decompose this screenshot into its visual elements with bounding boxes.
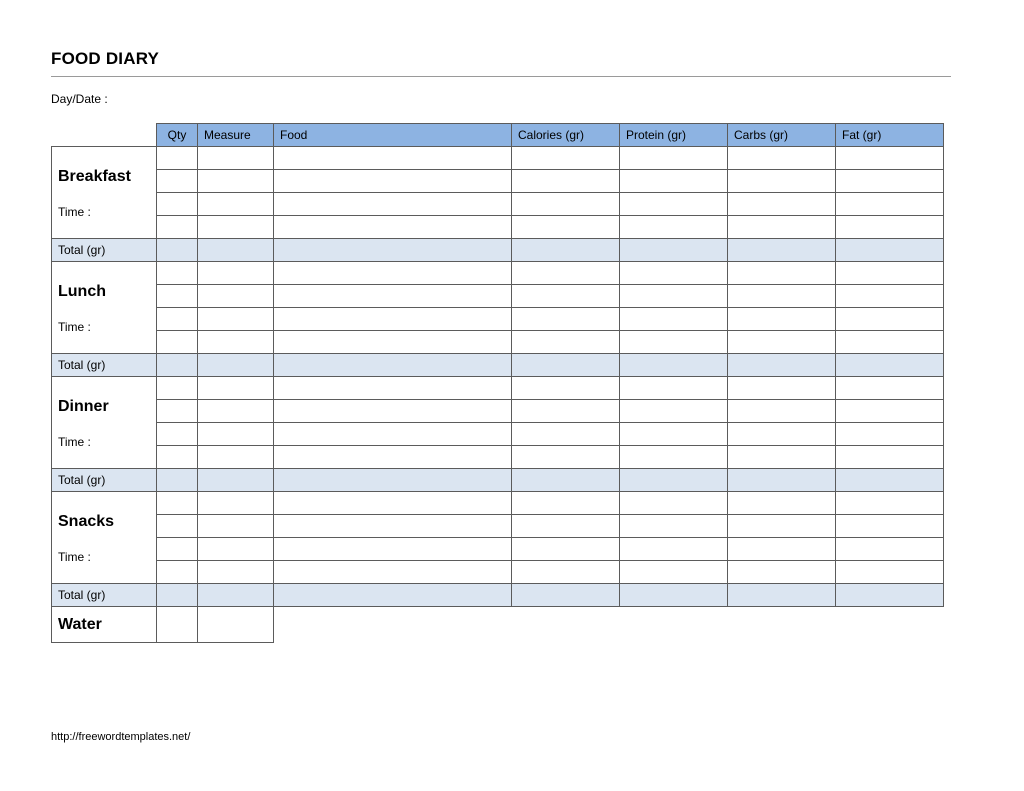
measure-cell[interactable] xyxy=(198,492,274,515)
total-row xyxy=(52,469,944,492)
qty-cell[interactable] xyxy=(157,262,198,285)
calories-cell[interactable] xyxy=(512,216,620,239)
protein-cell[interactable] xyxy=(620,446,728,469)
measure-cell[interactable] xyxy=(198,400,274,423)
water-row xyxy=(52,607,944,643)
food-cell[interactable] xyxy=(274,193,512,216)
title-divider xyxy=(51,76,951,77)
total-qty-cell[interactable] xyxy=(157,584,198,607)
total-carbs-cell[interactable] xyxy=(728,239,836,262)
qty-cell[interactable] xyxy=(157,561,198,584)
food-cell[interactable] xyxy=(274,285,512,308)
fat-cell[interactable] xyxy=(836,331,944,354)
qty-cell[interactable] xyxy=(157,331,198,354)
calories-cell[interactable] xyxy=(512,331,620,354)
total-food-cell[interactable] xyxy=(274,584,512,607)
total-food-cell[interactable] xyxy=(274,354,512,377)
meal-time-label: Time : xyxy=(58,320,91,334)
fat-cell[interactable] xyxy=(836,492,944,515)
qty-cell[interactable] xyxy=(157,285,198,308)
fat-cell[interactable] xyxy=(836,262,944,285)
carbs-cell[interactable] xyxy=(728,515,836,538)
header-corner xyxy=(52,124,157,147)
meal-entry-row xyxy=(52,515,944,538)
carbs-cell[interactable] xyxy=(728,193,836,216)
total-qty-cell[interactable] xyxy=(157,239,198,262)
meal-entry-row xyxy=(52,285,944,308)
meal-name: Dinner xyxy=(58,398,109,415)
carbs-cell[interactable] xyxy=(728,377,836,400)
protein-cell[interactable] xyxy=(620,377,728,400)
calories-cell[interactable] xyxy=(512,446,620,469)
fat-cell[interactable] xyxy=(836,193,944,216)
fat-cell[interactable] xyxy=(836,561,944,584)
qty-cell[interactable] xyxy=(157,423,198,446)
qty-cell[interactable] xyxy=(157,400,198,423)
water-label: Water xyxy=(58,615,102,633)
footer-url[interactable]: http://freewordtemplates.net/ xyxy=(51,731,191,743)
meal-time-label: Time : xyxy=(58,550,91,564)
food-cell[interactable] xyxy=(274,170,512,193)
measure-cell[interactable] xyxy=(198,446,274,469)
calories-cell[interactable] xyxy=(512,492,620,515)
fat-cell[interactable] xyxy=(836,446,944,469)
protein-cell[interactable] xyxy=(620,423,728,446)
calories-cell[interactable] xyxy=(512,423,620,446)
total-row xyxy=(52,354,944,377)
measure-cell[interactable] xyxy=(198,193,274,216)
meal-label-cell xyxy=(52,147,157,239)
column-header-measure: Measure xyxy=(198,124,274,147)
meal-entry-row xyxy=(52,170,944,193)
food-cell[interactable] xyxy=(274,308,512,331)
protein-cell[interactable] xyxy=(620,285,728,308)
meal-entry-row xyxy=(52,446,944,469)
column-header-protein: Protein (gr) xyxy=(620,124,728,147)
total-fat-cell[interactable] xyxy=(836,584,944,607)
food-cell[interactable] xyxy=(274,538,512,561)
fat-cell[interactable] xyxy=(836,377,944,400)
carbs-cell[interactable] xyxy=(728,262,836,285)
measure-cell[interactable] xyxy=(198,331,274,354)
meal-name: Lunch xyxy=(58,283,106,300)
meal-entry-row xyxy=(52,400,944,423)
total-protein-cell[interactable] xyxy=(620,354,728,377)
protein-cell[interactable] xyxy=(620,170,728,193)
measure-cell[interactable] xyxy=(198,285,274,308)
meal-entry-row xyxy=(52,308,944,331)
total-protein-cell[interactable] xyxy=(620,239,728,262)
calories-cell[interactable] xyxy=(512,538,620,561)
day-date-label: Day/Date : xyxy=(51,92,108,106)
calories-cell[interactable] xyxy=(512,262,620,285)
carbs-cell[interactable] xyxy=(728,423,836,446)
food-diary-table xyxy=(51,123,944,643)
protein-cell[interactable] xyxy=(620,400,728,423)
total-measure-cell[interactable] xyxy=(198,469,274,492)
total-carbs-cell[interactable] xyxy=(728,354,836,377)
fat-cell[interactable] xyxy=(836,170,944,193)
total-measure-cell[interactable] xyxy=(198,354,274,377)
measure-cell[interactable] xyxy=(198,170,274,193)
total-label: Total (gr) xyxy=(52,354,157,377)
total-fat-cell[interactable] xyxy=(836,239,944,262)
carbs-cell[interactable] xyxy=(728,147,836,170)
protein-cell[interactable] xyxy=(620,147,728,170)
protein-cell[interactable] xyxy=(620,262,728,285)
meal-label-cell xyxy=(52,377,157,469)
food-cell[interactable] xyxy=(274,423,512,446)
qty-cell[interactable] xyxy=(157,377,198,400)
total-qty-cell[interactable] xyxy=(157,354,198,377)
food-cell[interactable] xyxy=(274,492,512,515)
fat-cell[interactable] xyxy=(836,216,944,239)
calories-cell[interactable] xyxy=(512,561,620,584)
measure-cell[interactable] xyxy=(198,538,274,561)
calories-cell[interactable] xyxy=(512,170,620,193)
fat-cell[interactable] xyxy=(836,285,944,308)
diary-body xyxy=(52,147,944,643)
meal-label-cell xyxy=(52,492,157,584)
water-qty-cell[interactable] xyxy=(157,607,198,643)
carbs-cell[interactable] xyxy=(728,538,836,561)
protein-cell[interactable] xyxy=(620,492,728,515)
qty-cell[interactable] xyxy=(157,515,198,538)
food-cell[interactable] xyxy=(274,262,512,285)
total-carbs-cell[interactable] xyxy=(728,469,836,492)
meal-time-label: Time : xyxy=(58,205,91,219)
protein-cell[interactable] xyxy=(620,538,728,561)
food-cell[interactable] xyxy=(274,216,512,239)
calories-cell[interactable] xyxy=(512,285,620,308)
food-cell[interactable] xyxy=(274,561,512,584)
total-label: Total (gr) xyxy=(52,469,157,492)
total-row xyxy=(52,239,944,262)
total-food-cell[interactable] xyxy=(274,469,512,492)
measure-cell[interactable] xyxy=(198,147,274,170)
food-cell[interactable] xyxy=(274,147,512,170)
total-carbs-cell[interactable] xyxy=(728,584,836,607)
water-label-cell xyxy=(52,607,157,643)
protein-cell[interactable] xyxy=(620,331,728,354)
food-cell[interactable] xyxy=(274,515,512,538)
measure-cell[interactable] xyxy=(198,308,274,331)
carbs-cell[interactable] xyxy=(728,400,836,423)
total-food-cell[interactable] xyxy=(274,239,512,262)
total-calories-cell[interactable] xyxy=(512,239,620,262)
measure-cell[interactable] xyxy=(198,515,274,538)
qty-cell[interactable] xyxy=(157,170,198,193)
measure-cell[interactable] xyxy=(198,262,274,285)
calories-cell[interactable] xyxy=(512,377,620,400)
food-cell[interactable] xyxy=(274,400,512,423)
meal-label-cell xyxy=(52,262,157,354)
column-header-qty: Qty xyxy=(157,124,198,147)
carbs-cell[interactable] xyxy=(728,492,836,515)
total-label: Total (gr) xyxy=(52,239,157,262)
food-cell[interactable] xyxy=(274,446,512,469)
meal-entry-row xyxy=(52,377,944,400)
total-calories-cell[interactable] xyxy=(512,354,620,377)
fat-cell[interactable] xyxy=(836,400,944,423)
meal-entry-row xyxy=(52,331,944,354)
fat-cell[interactable] xyxy=(836,308,944,331)
protein-cell[interactable] xyxy=(620,308,728,331)
measure-cell[interactable] xyxy=(198,423,274,446)
total-calories-cell[interactable] xyxy=(512,584,620,607)
food-cell[interactable] xyxy=(274,331,512,354)
measure-cell[interactable] xyxy=(198,216,274,239)
fat-cell[interactable] xyxy=(836,538,944,561)
total-measure-cell[interactable] xyxy=(198,584,274,607)
column-header-food: Food xyxy=(274,124,512,147)
qty-cell[interactable] xyxy=(157,446,198,469)
water-measure-cell[interactable] xyxy=(198,607,274,643)
meal-entry-row xyxy=(52,561,944,584)
meal-name: Breakfast xyxy=(58,168,131,185)
calories-cell[interactable] xyxy=(512,515,620,538)
qty-cell[interactable] xyxy=(157,216,198,239)
total-label: Total (gr) xyxy=(52,584,157,607)
meal-entry-row xyxy=(52,492,944,515)
qty-cell[interactable] xyxy=(157,147,198,170)
meal-name: Snacks xyxy=(58,513,115,530)
carbs-cell[interactable] xyxy=(728,308,836,331)
meal-entry-row xyxy=(52,193,944,216)
protein-cell[interactable] xyxy=(620,561,728,584)
carbs-cell[interactable] xyxy=(728,446,836,469)
calories-cell[interactable] xyxy=(512,400,620,423)
qty-cell[interactable] xyxy=(157,193,198,216)
carbs-cell[interactable] xyxy=(728,561,836,584)
fat-cell[interactable] xyxy=(836,515,944,538)
carbs-cell[interactable] xyxy=(728,285,836,308)
meal-entry-row xyxy=(52,262,944,285)
measure-cell[interactable] xyxy=(198,561,274,584)
protein-cell[interactable] xyxy=(620,515,728,538)
carbs-cell[interactable] xyxy=(728,331,836,354)
meal-entry-row xyxy=(52,423,944,446)
meal-entry-row xyxy=(52,538,944,561)
total-qty-cell[interactable] xyxy=(157,469,198,492)
calories-cell[interactable] xyxy=(512,147,620,170)
total-protein-cell[interactable] xyxy=(620,584,728,607)
total-calories-cell[interactable] xyxy=(512,469,620,492)
column-header-carbs: Carbs (gr) xyxy=(728,124,836,147)
total-fat-cell[interactable] xyxy=(836,469,944,492)
column-header-fat: Fat (gr) xyxy=(836,124,944,147)
total-protein-cell[interactable] xyxy=(620,469,728,492)
page-title: FOOD DIARY xyxy=(51,49,160,68)
fat-cell[interactable] xyxy=(836,423,944,446)
qty-cell[interactable] xyxy=(157,538,198,561)
carbs-cell[interactable] xyxy=(728,216,836,239)
header-row xyxy=(52,124,944,147)
meal-entry-row xyxy=(52,216,944,239)
food-cell[interactable] xyxy=(274,377,512,400)
meal-entry-row xyxy=(52,147,944,170)
carbs-cell[interactable] xyxy=(728,170,836,193)
total-fat-cell[interactable] xyxy=(836,354,944,377)
calories-cell[interactable] xyxy=(512,308,620,331)
qty-cell[interactable] xyxy=(157,492,198,515)
calories-cell[interactable] xyxy=(512,193,620,216)
total-measure-cell[interactable] xyxy=(198,239,274,262)
fat-cell[interactable] xyxy=(836,147,944,170)
meal-time-label: Time : xyxy=(58,435,91,449)
protein-cell[interactable] xyxy=(620,216,728,239)
total-row xyxy=(52,584,944,607)
protein-cell[interactable] xyxy=(620,193,728,216)
measure-cell[interactable] xyxy=(198,377,274,400)
column-header-calories: Calories (gr) xyxy=(512,124,620,147)
qty-cell[interactable] xyxy=(157,308,198,331)
